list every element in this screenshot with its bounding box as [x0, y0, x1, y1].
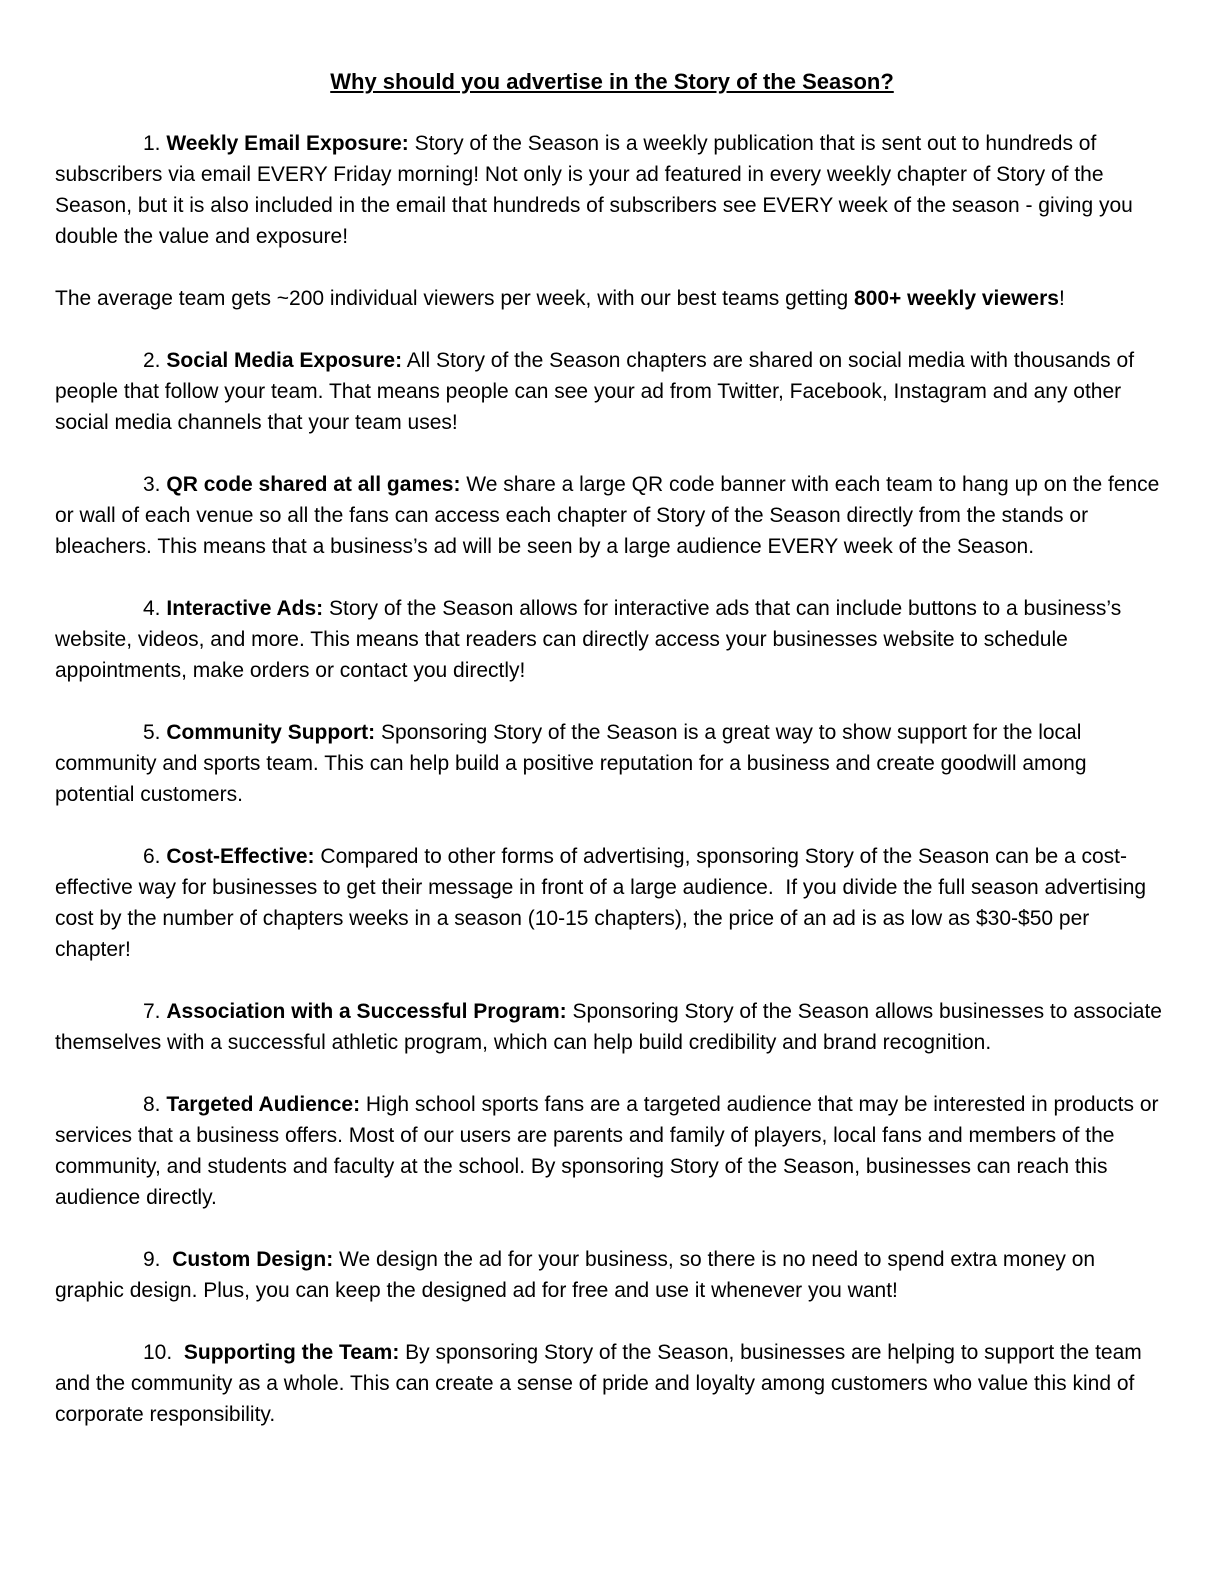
list-item-10: [55, 1337, 1169, 1430]
list-item-4: [55, 593, 1169, 686]
text-run: 9.: [143, 1248, 173, 1271]
text-run: 5.: [143, 721, 167, 744]
text-run: 7.: [143, 1000, 167, 1023]
text-run: 3.: [143, 473, 167, 496]
list-item-5: [55, 717, 1169, 810]
bold-text-run: Custom Design:: [172, 1248, 334, 1271]
text-run: Story of the Season allows for interactive ads that can include buttons to a business’s website, videos, and more. This means that readers can directly access your businesses website to schedule appointments, make orders or contact you directly!: [55, 597, 1122, 682]
list-item-2: [55, 345, 1169, 438]
list-item-6: [55, 841, 1169, 965]
text-run: Sponsoring Story of the Season allows businesses to associate themselves with a successful athletic program, which can help build credibility and brand recognition.: [55, 1000, 1162, 1054]
text-run: By sponsoring Story of the Season, businesses are helping to support the team and the community as a whole. This can create a sense of pride and loyalty among customers who value this kind of corporate responsibility.: [55, 1341, 1142, 1426]
bold-text-run: Community Support:: [166, 721, 376, 744]
bold-text-run: Targeted Audience:: [166, 1093, 361, 1116]
document-title: Why should you advertise in the Story of the Season?: [330, 69, 894, 94]
bold-text-run: Cost-Effective:: [166, 845, 315, 868]
list-item-3: [55, 469, 1169, 562]
bold-text-run: Interactive Ads:: [166, 597, 324, 620]
text-run: We design the ad for your business, so there is no need to spend extra money on graphic design. Plus, you can keep the designed ad for free and use it whenever you want!: [55, 1248, 1096, 1302]
text-run: All Story of the Season chapters are shared on social media with thousands of people that follow your team. That means people can see your ad from Twitter, Facebook, Instagram and any other social media channels that your team uses!: [55, 349, 1135, 434]
list-item-7: [55, 996, 1169, 1058]
paragraph-average-viewers: [55, 283, 1169, 314]
text-run: 4.: [143, 597, 167, 620]
text-run: 8.: [143, 1093, 167, 1116]
bold-text-run: Weekly Email Exposure:: [166, 132, 409, 155]
bold-text-run: Association with a Successful Program:: [166, 1000, 567, 1023]
text-run: !: [1058, 287, 1065, 310]
list-item-1: [55, 128, 1169, 252]
text-run: The average team gets ~200 individual viewers per week, with our best teams getting: [55, 287, 855, 310]
text-run: We share a large QR code banner with each team to hang up on the fence or wall of each venue so all the fans can access each chapter of Story of the Season directly from the stands or bleachers. This means that a business’s ad will be seen by a large audience EVERY week of the Season.: [55, 473, 1160, 558]
text-run: Compared to other forms of advertising, sponsoring Story of the Season can be a cost-effective way for businesses to get their message in front of a large audience. If you divide the full season advertising cost by the number of chapters weeks in a season (10-15 chapters), the price of an ad is as low as $30-$50 per chapter!: [55, 845, 1147, 961]
document-body: [55, 128, 1169, 1430]
text-run: High school sports fans are a targeted audience that may be interested in products or services that a business offers. Most of our users are parents and family of players, local fans and members of the community, and students and faculty at the school. By sponsoring Story of the Season, businesses can reach this audience directly.: [55, 1093, 1159, 1209]
text-run: 2.: [143, 349, 167, 372]
text-run: Sponsoring Story of the Season is a great way to show support for the local community and sports team. This can help build a positive reputation for a business and create goodwill among potential customers.: [55, 721, 1087, 806]
text-run: 10.: [143, 1341, 184, 1364]
list-item-8: [55, 1089, 1169, 1213]
bold-text-run: 800+ weekly viewers: [854, 287, 1059, 310]
bold-text-run: Social Media Exposure:: [166, 349, 403, 372]
bold-text-run: QR code shared at all games:: [166, 473, 461, 496]
text-run: 1.: [143, 132, 167, 155]
bold-text-run: Supporting the Team:: [183, 1341, 400, 1364]
text-run: 6.: [143, 845, 167, 868]
text-run: Story of the Season is a weekly publication that is sent out to hundreds of subscribers via email EVERY Friday morning! Not only is your ad featured in every weekly chapter of Story of the Season, but it is also included in the email that hundreds of subscribers see EVERY week of the season - giving you double the value and exposure!: [55, 132, 1133, 248]
list-item-9: [55, 1244, 1169, 1306]
